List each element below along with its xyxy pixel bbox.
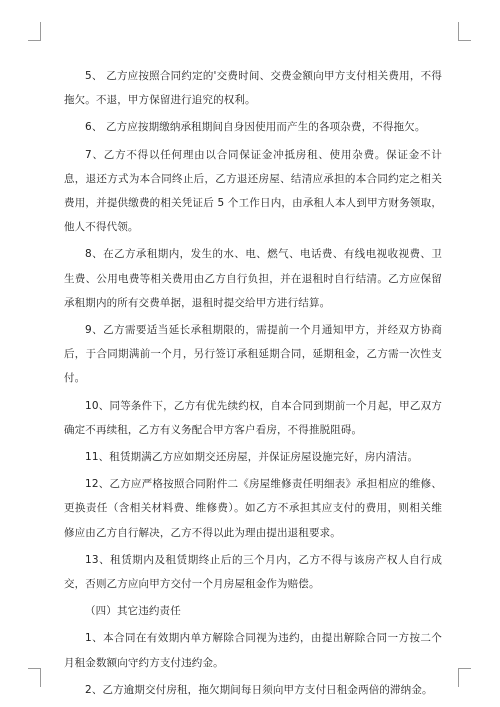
- crop-mark-top-right: [458, 22, 471, 41]
- clause-13-compensation: 13、租赁期内及租赁期终止后的三个月内，乙方不得与该房产权人自行成交，否则乙方应向甲方交付一个月房屋租金作为赔偿。: [64, 553, 442, 591]
- liability-2-late-fee: 2、乙方逾期交付房租，拖欠期间每日须向甲方支付日租金两倍的滞纳金。: [85, 683, 433, 696]
- crop-mark-bottom-left: [28, 668, 41, 687]
- liability-1-termination: 1、本合同在有效期内单方解除合同视为违约，由提出解除合同一方按二个月租金数额向守约方支付违约金。: [64, 632, 442, 669]
- section-heading-other-liability: （四）其它违约责任: [85, 605, 181, 618]
- clause-11-return: 11、租赁期满乙方应如期交还房屋，并保证房屋设施完好，房内清洁。: [85, 451, 419, 464]
- crop-mark-bottom-right: [458, 668, 471, 687]
- clause-6-fees: 6、 乙方应按期缴纳承租期间自身因使用而产生的各项杂费，不得拖欠。: [85, 121, 426, 134]
- crop-mark-top-left: [28, 22, 41, 41]
- clause-5-payment: 5、 乙方应按照合同约定的'交费时间、交费金额向甲方支付相关费用，不得拖欠。不退，甲方保留进行追究的权利。: [64, 70, 442, 107]
- clause-7-deposit: 7、乙方不得以任何理由以合同保证金冲抵房租、使用杂费。保证金不计息，退还方式为本合同终止后，乙方退还房屋、结清应承担的本合同约定之相关费用，并提供缴费的相关凭证后 5 个工作日内，由承租人本人到甲方财务领取，他人不得代领。: [64, 148, 442, 234]
- clause-8-utilities: 8、在乙方承租期内，发生的水、电、燃气、电话费、有线电视收视费、卫生费、公用电费等相关费用由乙方自行负担，并在退租时自行结清。乙方应保留承租期内的所有交费单据，退租时提交给甲方进行结算。: [64, 248, 442, 309]
- clause-9-extension: 9、乙方需要适当延长承租期限的，需提前一个月通知甲方，并经双方协商后，于合同期满前一个月，另行签订承租延期合同，延期租金，乙方需一次性支付。: [64, 324, 442, 385]
- clause-12-maintenance: 12、乙方应严格按照合同附件二《房屋维修责任明细表》承担相应的维修、更换责任（含相关材料费、维修费）。如乙方不承担其应支付的费用，则相关维修应由乙方自行解决，乙方不得以此为理由提出退租要求。: [64, 478, 442, 539]
- document-body: [64, 64, 442, 705]
- clause-10-renewal: 10、同等条件下，乙方有优先续约权，自本合同到期前一个月起，甲乙双方确定不再续租，乙方有义务配合甲方客户看房，不得推脱阻碍。: [64, 399, 442, 436]
